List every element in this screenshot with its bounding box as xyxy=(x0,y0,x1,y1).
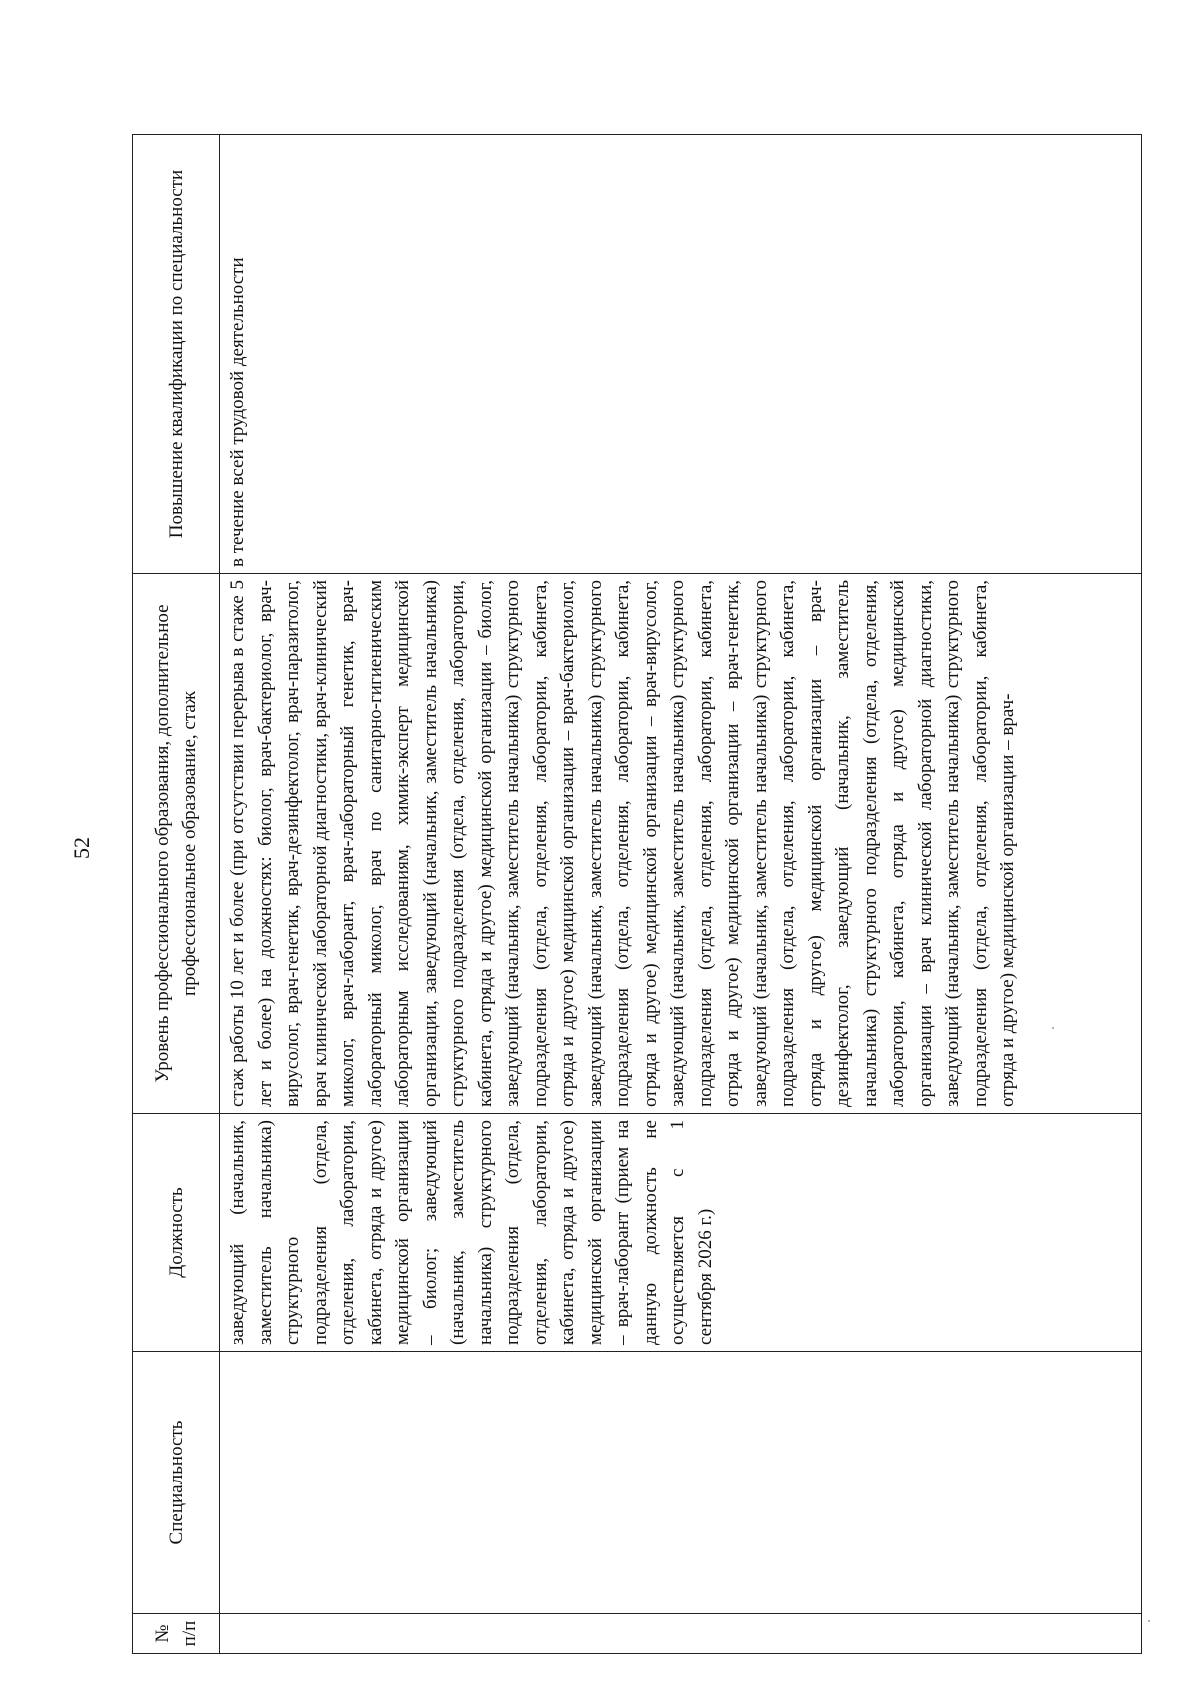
cell-education-level: стаж работы 10 лет и более (при отсутствии перерыва в стаже 5 лет и более) на должностях: биолог, врач-бактериолог, врач-вирусолог, врач-генетик, врач-дезинфектолог, врач-паразитолог, врач клинической лабораторной диагностики, врач-клинический миколог, врач-лаборант, врач-лабораторный генетик, врач-лабораторный миколог, врач по санитарно-гигиеническим лабораторным исследованиям, химик-эксперт медицинской организации, заведующий (начальник, заместитель начальника) структурного подразделения (отдела, отделения, лаборатории, кабинета, отряда и другое) медицинской организации – биолог, заведующий (начальник, заместитель начальника) структурного подразделения (отдела, отделения, лаборатории, кабинета, отряда и другое) медицинской организации – врач-бактериолог, заведующий (начальник, заместитель начальника) структурного подразделения (отдела, отделения, лаборатории, кабинета, отряда и другое) медицинской организации – врач-вирусолог, заведующий (начальник, заместитель начальника) структурного подразделения (отдела, отделения, лаборатории, кабинета, отряда и другое) медицинской организации – врач-генетик, заведующий (начальник, заместитель начальника) структурного подразделения (отдела, отделения, лаборатории, кабинета, отряда и другое) медицинской организации – врач-дезинфектолог, заведующий (начальник, заместитель начальника) структурного подразделения (отдела, отделения, лаборатории, кабинета, отряда и другое) медицинской организации – врач клинической лабораторной диагностики, заведующий (начальник, заместитель начальника) структурного подразделения (отдела, отделения, лаборатории, кабинета, отряда и другое) медицинской организации – врач- xyxy=(220,574,1142,1114)
cell-number xyxy=(220,1614,1142,1654)
scan-speck xyxy=(1052,1027,1054,1029)
header-education-level: Уровень профессионального образования, дополнительное профессиональное образование, стаж xyxy=(133,574,220,1114)
header-specialty: Специальность xyxy=(133,1352,220,1614)
page-number: 52 xyxy=(69,837,94,859)
cell-specialty xyxy=(220,1352,1142,1614)
cell-position: заведующий (начальник, заместитель начальника) структурного подразделения (отдела, отделения, лаборатории, кабинета, отряда и другое) медицинской организации – биолог; заведующий (начальник, заместитель начальника) структурного подразделения (отдела, отделения, лаборатории, кабинета, отряда и другое) медицинской организации – врач-лаборант (прием на данную должность не осуществляется с 1 сентября 2026 г.) xyxy=(220,1114,1142,1352)
table-header-row xyxy=(133,135,220,1654)
header-number: № п/п xyxy=(133,1614,220,1654)
table-row xyxy=(220,135,1142,1654)
cell-qualification: в течение всей трудовой деятельности xyxy=(220,135,1142,574)
header-qualification: Повышение квалификации по специальности xyxy=(133,135,220,574)
header-position: Должность xyxy=(133,1114,220,1352)
qualification-requirements-table xyxy=(132,134,1142,1654)
scan-speck xyxy=(1148,1620,1150,1622)
rotated-page-content xyxy=(132,134,1142,1654)
